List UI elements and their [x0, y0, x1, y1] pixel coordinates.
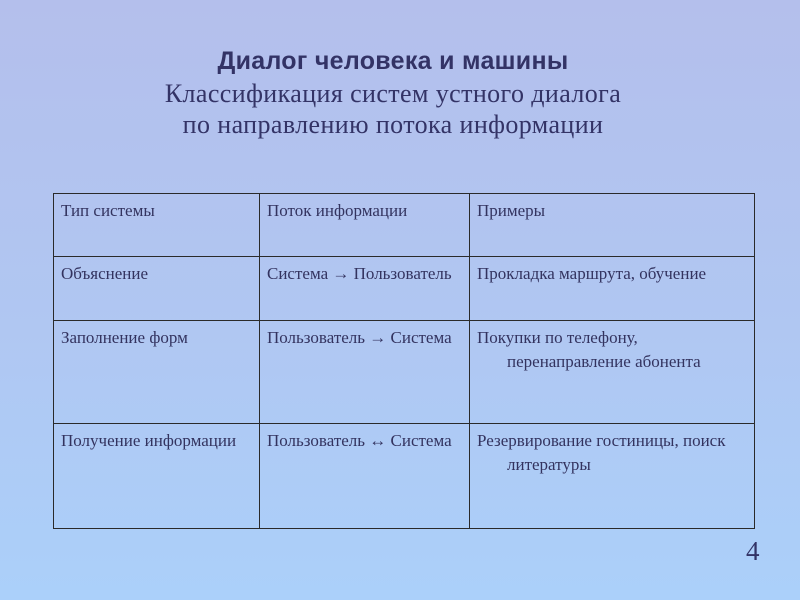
cell-text: Заполнение форм — [61, 328, 188, 347]
cell-system-type — [54, 424, 260, 529]
cell-examples — [470, 321, 755, 424]
slide-subtitle-line-1: Классификация систем устного диалога — [164, 79, 622, 108]
cell-text: Получение информации — [61, 431, 237, 450]
classification-table — [53, 193, 755, 529]
cell-information-flow — [260, 424, 470, 529]
slide-subtitle-line-2: по направлению потока информации — [182, 110, 604, 139]
cell-text: Пользователь ↔ Система — [267, 431, 452, 450]
cell-system-type — [54, 321, 260, 424]
table-row — [54, 424, 755, 529]
cell-text: Прокладка маршрута, обучение — [477, 264, 707, 283]
cell-text: Покупки по телефону, перенаправление абонента — [477, 328, 701, 371]
header-cell-information-flow: Поток информации — [260, 194, 470, 257]
cell-information-flow — [260, 257, 470, 321]
cell-examples — [470, 424, 755, 529]
slide-title-block — [0, 44, 786, 140]
cell-text: Резервирование гостиницы, поиск литературы — [477, 431, 726, 474]
table-row — [54, 321, 755, 424]
cell-text: Система → Пользователь — [267, 264, 452, 283]
cell-text: Пользователь → Система — [267, 328, 452, 347]
cell-examples — [470, 257, 755, 321]
header-cell-system-type: Тип системы — [54, 194, 260, 257]
cell-text: Объяснение — [61, 264, 149, 283]
table-header-row — [54, 194, 755, 257]
header-cell-examples: Примеры — [470, 194, 755, 257]
cell-system-type — [54, 257, 260, 321]
table-row — [54, 257, 755, 321]
cell-information-flow — [260, 321, 470, 424]
page-number: 4 — [746, 536, 760, 566]
slide-title: Диалог человека и машины — [217, 47, 569, 75]
